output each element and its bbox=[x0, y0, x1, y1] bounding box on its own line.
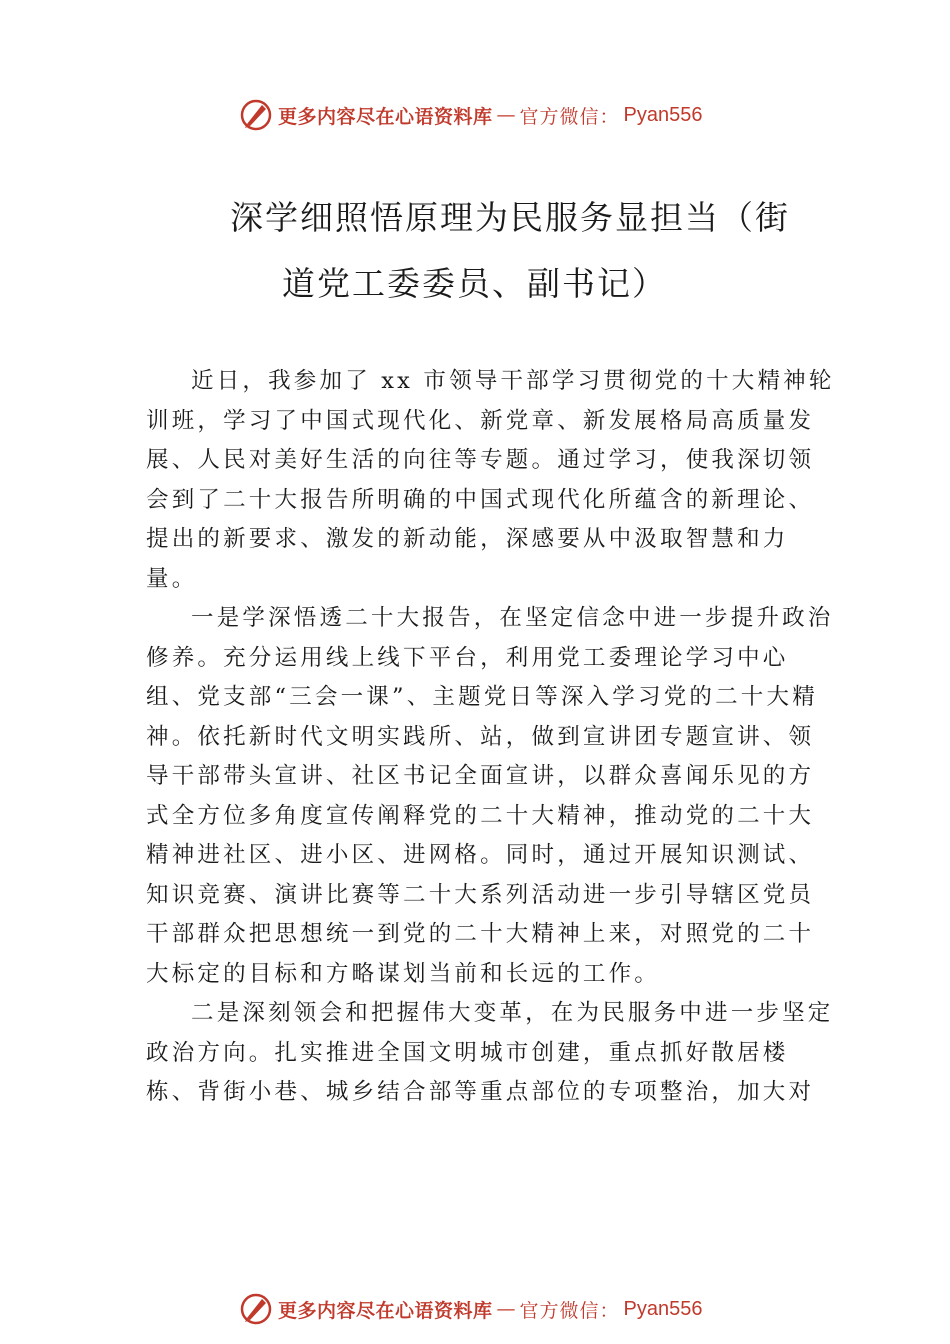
document-body bbox=[146, 362, 836, 1113]
title-line-2: 道党工委委员、副书记） bbox=[282, 264, 667, 303]
banner-dash: — bbox=[496, 1298, 516, 1320]
header-banner bbox=[238, 95, 703, 135]
pen-nib-logo-icon bbox=[238, 97, 274, 133]
paragraph-point-two: 二是深刻领会和把握伟大变革，在为民服务中进一步坚定政治方向。扎实推进全国文明城市创建，重点抓好散居楼栋、背街小巷、城乡结合部等重点部位的专项整治，加大对 bbox=[146, 1000, 834, 1105]
banner-wechat-id: Pyan556 bbox=[623, 1297, 703, 1320]
banner-dash: — bbox=[496, 104, 516, 126]
banner-wechat-label: 官方微信： bbox=[519, 1299, 620, 1322]
banner-text: 更多内容尽在心语资料库 bbox=[278, 105, 493, 128]
title-line-1: 深学细照悟原理为民服务显担当（街 bbox=[230, 198, 790, 237]
paragraph-point-one: 一是学深悟透二十大报告，在坚定信念中进一步提升政治修养。充分运用线上线下平台，利用党工委理论学习中心组、党支部“三会一课”、主题党日等深入学习党的二十大精神。依托新时代文明实践所、站，做到宣讲团专题宣讲、领导干部带头宣讲、社区书记全面宣讲，以群众喜闻乐见的方式全方位多角度宣传阐释党的二十大精神，推动党的二十大精神进社区、进小区、进网格。同时，通过开展知识测试、 知识竞赛、演讲比赛等二十大系列活动进一步引导辖区党员干部群众把思想统一到党的二十大精神上来，对照党的二十大标定的目标和方略谋划当前和长远的工作。 bbox=[146, 605, 834, 987]
banner-wechat-label: 官方微信： bbox=[519, 105, 620, 128]
banner-wechat-id: Pyan556 bbox=[623, 103, 703, 126]
paragraph-intro: 近日，我参加了 xx 市领导干部学习贯彻党的十大精神轮训班，学习了中国式现代化、新党章、新发展格局高质量发展、人民对美好生活的向往等专题。通过学习，使我深切领会到了二十大报告所明确的中国式现代化所蕴含的新理论、提出的新要求、激发的新动能，深感要从中汲取智慧和力量。 bbox=[146, 368, 835, 592]
banner-text: 更多内容尽在心语资料库 bbox=[278, 1299, 493, 1322]
pen-nib-logo-icon bbox=[238, 1291, 274, 1327]
footer-banner bbox=[238, 1289, 703, 1329]
